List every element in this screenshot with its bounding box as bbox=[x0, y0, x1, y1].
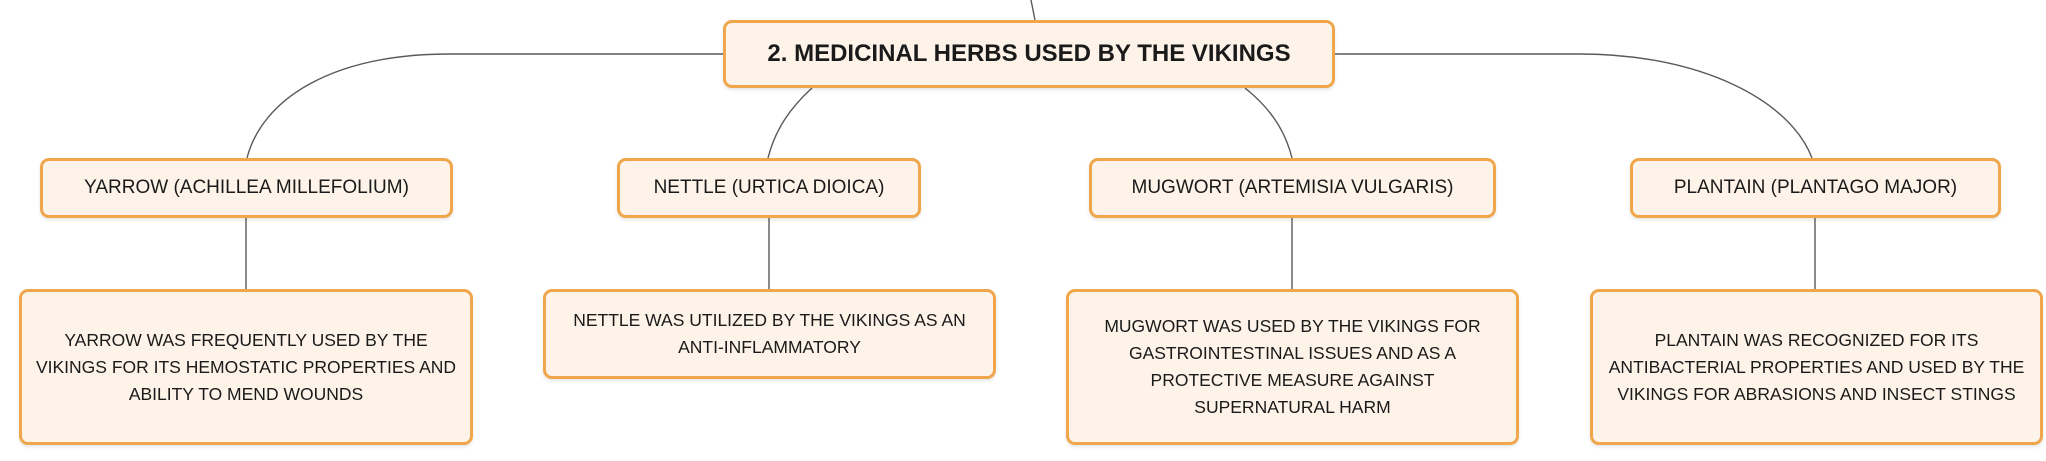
connector-parent-to-root bbox=[1031, 0, 1035, 20]
herb-node-yarrow[interactable] bbox=[40, 158, 453, 218]
description-node-mugwort[interactable] bbox=[1066, 289, 1519, 445]
connector-root-to-plantain bbox=[1335, 54, 1812, 158]
description-text-yarrow: YARROW WAS FREQUENTLY USED BY THE VIKINGS FOR ITS HEMOSTATIC PROPERTIES AND ABILITY TO MEND WOUNDS bbox=[35, 329, 457, 404]
herb-node-mugwort[interactable] bbox=[1089, 158, 1496, 218]
herb-name-plantain: PLANTAIN (PLANTAGO MAJOR) bbox=[1673, 177, 1958, 198]
description-text-nettle: NETTLE WAS UTILIZED BY THE VIKINGS AS AN ANTI-INFLAMMATORY bbox=[573, 310, 966, 357]
herb-name-mugwort: MUGWORT (ARTEMISIA VULGARIS) bbox=[1131, 177, 1454, 198]
herb-node-nettle[interactable] bbox=[617, 158, 921, 218]
description-text-plantain: PLANTAIN WAS RECOGNIZED FOR ITS ANTIBACTERIAL PROPERTIES AND USED BY THE VIKINGS FOR ABRASIONS AND INSECT STINGS bbox=[1608, 329, 2025, 404]
root-topic-node[interactable] bbox=[723, 20, 1335, 88]
root-topic-label: 2. MEDICINAL HERBS USED BY THE VIKINGS bbox=[767, 40, 1291, 67]
herb-node-plantain[interactable] bbox=[1630, 158, 2001, 218]
connector-root-to-mugwort bbox=[1245, 88, 1292, 158]
description-node-yarrow[interactable] bbox=[19, 289, 473, 445]
herb-name-yarrow: YARROW (ACHILLEA MILLEFOLIUM) bbox=[84, 177, 409, 198]
description-text-mugwort: MUGWORT WAS USED BY THE VIKINGS FOR GASTROINTESTINAL ISSUES AND AS A PROTECTIVE MEASURE AGAINST SUPERNATURAL HARM bbox=[1104, 316, 1481, 417]
connector-root-to-nettle bbox=[768, 88, 812, 158]
herb-name-nettle: NETTLE (URTICA DIOICA) bbox=[653, 177, 885, 198]
description-node-plantain[interactable] bbox=[1590, 289, 2043, 445]
description-node-nettle[interactable] bbox=[543, 289, 996, 379]
connector-root-to-yarrow bbox=[247, 54, 723, 158]
